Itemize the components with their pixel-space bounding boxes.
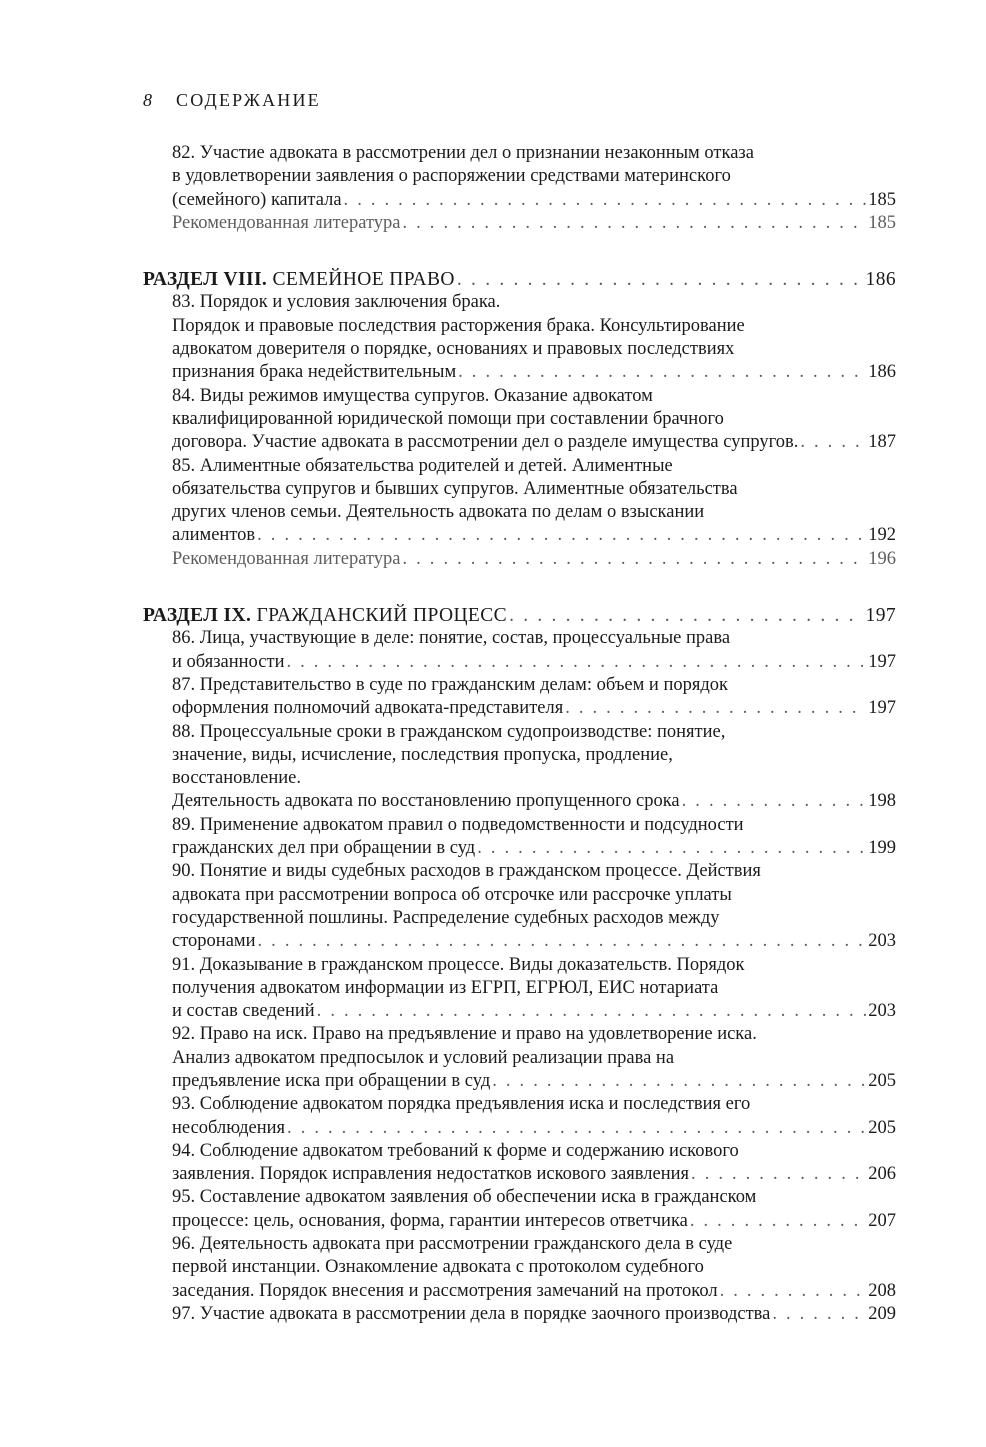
entry-text: сторонами [172, 931, 256, 952]
toc-entry-line [143, 651, 896, 674]
toc-text-line: 85. Алиментные обязательства родителей и детей. Алиментные [172, 455, 673, 476]
toc-entry-line [143, 524, 896, 547]
table-of-contents [143, 142, 896, 1326]
toc-entry-line [143, 1117, 896, 1140]
entry-text: несоблюдения [172, 1117, 286, 1138]
toc-recommended-literature [143, 212, 896, 235]
page-ref: 205 [868, 1070, 896, 1091]
toc-entry-line [143, 790, 896, 813]
toc-section-heading [143, 268, 896, 291]
page-ref: 207 [868, 1210, 896, 1231]
toc-text-line: первой инстанции. Ознакомление адвоката с протоколом судебного [172, 1257, 704, 1278]
toc-text-line: других членов семьи. Деятельность адвоката по делам о взыскании [172, 502, 705, 523]
page-ref: 185 [868, 189, 896, 210]
toc-text-line: 88. Процессуальные сроки в гражданском судопроизводстве: понятие, [172, 721, 726, 742]
toc-text-line: 89. Применение адвокатом правил о подведомственности и подсудности [172, 814, 744, 835]
toc-entry-line [143, 1280, 896, 1303]
page-ref: 192 [868, 525, 896, 546]
page-ref: 187 [868, 432, 896, 453]
dot-leader [286, 651, 866, 674]
page-ref: 196 [868, 548, 896, 569]
dot-leader [403, 548, 867, 571]
dot-leader [458, 361, 866, 384]
page-ref: 186 [865, 269, 896, 291]
toc-entry-line [143, 1303, 896, 1326]
entry-text: заявления. Порядок исправления недостатков искового заявления [172, 1164, 690, 1185]
page-ref: 205 [868, 1117, 896, 1138]
toc-entry-line [143, 1163, 896, 1186]
toc-entry-line [143, 1210, 896, 1233]
toc-text-line: 92. Право на иск. Право на предъявление и право на удовлетворение иска. [172, 1024, 757, 1045]
page-number: 8 [143, 90, 152, 110]
toc-text-line: 87. Представительство в суде по гражданским делам: объем и порядок [172, 674, 729, 695]
dot-leader [690, 1210, 866, 1233]
toc-text-line: обязательства супругов и бывших супругов. Алиментные обязательства [172, 478, 738, 499]
dot-leader [772, 1303, 866, 1326]
entry-text: предъявление иска при обращении в суд [172, 1070, 491, 1091]
toc-text-line: адвоката при рассмотрении вопроса об отсрочке или рассрочке уплаты [172, 884, 732, 905]
toc-section-heading [143, 604, 896, 627]
section-gap [143, 235, 896, 268]
dot-leader [317, 1000, 867, 1023]
toc-text-line: 95. Составление адвокатом заявления об обеспечении иска в гражданском [172, 1187, 757, 1208]
dot-leader [691, 1163, 866, 1186]
toc-entry-line [143, 837, 896, 860]
entry-text: признания брака недействительным [172, 362, 457, 383]
toc-recommended-literature [143, 548, 896, 571]
entry-text: гражданских дел при обращении в суд [172, 838, 476, 859]
section-title: ГРАЖДАНСКИЙ ПРОЦЕСС [251, 605, 508, 627]
toc-text-line: 83. Порядок и условия заключения брака. [172, 292, 501, 313]
toc-entry-line [143, 431, 896, 454]
page-ref: 199 [868, 838, 896, 859]
dot-leader [257, 524, 866, 547]
toc-text-line: значение, виды, исчисление, последствия пропуска, продление, [172, 744, 673, 765]
page-ref: 203 [868, 1001, 896, 1022]
toc-text-line: 94. Соблюдение адвокатом требований к форме и содержанию искового [172, 1140, 739, 1161]
page-ref: 185 [868, 212, 896, 233]
entry-text: заседания. Порядок внесения и рассмотрения замечаний на протокол [172, 1280, 718, 1301]
dot-leader [492, 1070, 866, 1093]
entry-text: Деятельность адвоката по восстановлению пропущенного срока [172, 791, 680, 812]
toc-text-line: Анализ адвокатом предпосылок и условий реализации права на [172, 1047, 675, 1068]
dot-leader [682, 790, 867, 813]
page-ref: 197 [865, 605, 896, 627]
toc-text-line: 82. Участие адвоката в рассмотрении дел о признании незаконным отказа [172, 143, 754, 163]
toc-text-line: 91. Доказывание в гражданском процессе. Виды доказательств. Порядок [172, 954, 745, 975]
entry-text: Рекомендованная литература [172, 212, 401, 233]
toc-entry-line [143, 930, 896, 953]
dot-leader [344, 189, 867, 212]
dot-leader [403, 212, 867, 235]
toc-text-line: 84. Виды режимов имущества супругов. Оказание адвокатом [172, 385, 653, 406]
entry-text: оформления полномочий адвоката-представителя [172, 698, 564, 719]
dot-leader [258, 930, 867, 953]
running-title: СОДЕРЖАНИЕ [176, 90, 321, 110]
page-ref: 209 [868, 1303, 896, 1324]
toc-text-line: в удовлетворении заявления о распоряжении средствами материнского [172, 166, 731, 187]
page-ref: 198 [868, 791, 896, 812]
toc-text-line: получения адвокатом информации из ЕГРП, ЕГРЮЛ, ЕИС нотариата [172, 977, 719, 998]
toc-text-line: квалифицированной юридической помощи при составлении брачного [172, 408, 724, 429]
toc-text-line: Порядок и правовые последствия расторжения брака. Консультирование [172, 315, 745, 336]
toc-entry-line [143, 189, 896, 212]
section-number: РАЗДЕЛ IX. [143, 605, 252, 627]
dot-leader [565, 697, 866, 720]
toc-text-line: 90. Понятие и виды судебных расходов в гражданском процессе. Действия [172, 861, 761, 882]
toc-text-line: 86. Лица, участвующие в деле: понятие, состав, процессуальные права [172, 628, 731, 649]
toc-text-line: государственной пошлины. Распределение судебных расходов между [172, 907, 720, 928]
toc-entry-line [143, 1000, 896, 1023]
page-ref: 197 [868, 651, 896, 672]
toc-entry-line [143, 697, 896, 720]
entry-text: договора. Участие адвоката в рассмотрении дел о разделе имущества супругов. [172, 432, 799, 453]
page-ref: 197 [868, 698, 896, 719]
section-number: РАЗДЕЛ VIII. [143, 269, 268, 291]
page-ref: 208 [868, 1280, 896, 1301]
page-ref: 203 [868, 931, 896, 952]
dot-leader [477, 837, 866, 860]
toc-text-line: 96. Деятельность адвоката при рассмотрении гражданского дела в суде [172, 1234, 733, 1255]
page-ref: 206 [868, 1164, 896, 1185]
entry-text: процессе: цель, основания, форма, гарантии интересов ответчика [172, 1210, 688, 1231]
entry-text: 97. Участие адвоката в рассмотрении дела в порядке заочного производства [172, 1303, 771, 1324]
entry-text: и обязанности [172, 651, 285, 672]
dot-leader [509, 604, 863, 627]
toc-entry-line [143, 361, 896, 384]
dot-leader [720, 1280, 867, 1303]
dot-leader [800, 431, 866, 454]
section-title: СЕМЕЙНОЕ ПРАВО [267, 269, 455, 291]
entry-text: (семейного) капитала [172, 189, 342, 210]
entry-text: Рекомендованная литература [172, 548, 401, 569]
dot-leader [457, 268, 864, 291]
toc-text-line: восстановление. [172, 768, 301, 789]
toc-text-line: адвокатом доверителя о порядке, основаниях и правовых последствиях [172, 339, 735, 360]
toc-entry-line [143, 1070, 896, 1093]
entry-text: и состав сведений [172, 1001, 315, 1022]
dot-leader [287, 1117, 866, 1140]
section-gap [143, 571, 896, 604]
page-ref: 186 [868, 362, 896, 383]
entry-text: алиментов [172, 525, 256, 546]
toc-text-line: 93. Соблюдение адвокатом порядка предъявления иска и последствия его [172, 1094, 751, 1115]
running-head [143, 90, 321, 111]
